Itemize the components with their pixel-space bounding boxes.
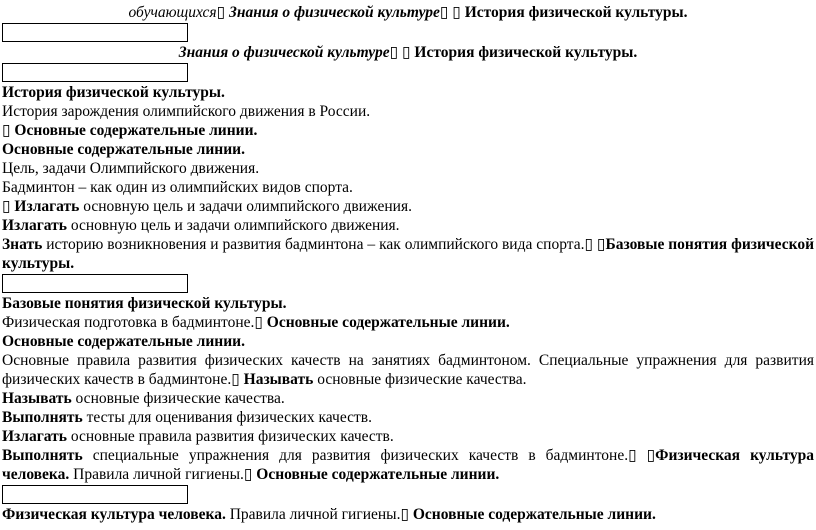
missing-glyph-box: ▯ [216, 4, 229, 21]
text-run: Физическая культура человека. [2, 447, 814, 483]
doc-line [2, 389, 814, 408]
missing-glyph-box: ▯ ▯ [439, 4, 465, 21]
doc-line [2, 505, 814, 524]
doc-line [2, 408, 814, 427]
text-run: Излагать [2, 428, 67, 445]
missing-glyph-box: ▯ [2, 122, 15, 139]
text-run: Знания о физической культуре [178, 44, 390, 61]
doc-line [2, 351, 814, 389]
text-run: Излагать [14, 198, 80, 215]
doc-line [2, 294, 814, 313]
missing-glyph-box: ▯ [2, 198, 15, 215]
text-run: Цель, задачи Олимпийского движения. [2, 160, 260, 177]
doc-line [2, 313, 814, 332]
text-run: Называть [243, 371, 314, 388]
text-run: основные физические качества. [71, 390, 285, 407]
doc-line [2, 332, 814, 351]
doc-line [2, 197, 814, 216]
doc-line-heading [2, 3, 814, 22]
text-run: Физическая подготовка в бадминтоне.▯ [2, 314, 267, 331]
text-run: основные физические качества. [313, 371, 527, 388]
text-run: Основные содержательные линии. [412, 506, 656, 523]
text-run: История физической культуры. [414, 44, 638, 61]
text-run: Основные содержательные линии. [2, 333, 245, 350]
doc-line [2, 235, 814, 273]
text-run: Базовые понятия физической культуры. [2, 236, 815, 272]
text-run: Основные содержательные линии. [266, 314, 510, 331]
text-run: историю возникновения и развития бадминтона – как олимпийского вида спорта.▯ ▯ [42, 236, 606, 253]
text-run: Бадминтон – как один из олимпийских видов спорта. [2, 179, 353, 196]
text-run: Основные содержательные линии. [14, 122, 258, 139]
empty-table-cell [2, 23, 188, 42]
doc-line [2, 427, 814, 446]
text-run: Физическая культура человека. [2, 506, 226, 523]
text-run: специальные упражнения для развития физических качеств в бадминтоне.▯ ▯ [82, 447, 656, 464]
doc-line-heading [2, 43, 814, 62]
empty-table-cell [2, 485, 188, 504]
doc-line [2, 446, 814, 484]
text-run: Знания о физической культуре [229, 4, 440, 21]
text-run: основную цель и задачи олимпийского движения. [66, 217, 400, 234]
text-run: тесты для оценивания физических качеств. [82, 409, 372, 426]
doc-line [2, 83, 814, 102]
doc-line [2, 159, 814, 178]
text-run: История зарождения олимпийского движения в России. [2, 103, 371, 120]
text-run: Выполнять [2, 447, 83, 464]
text-run: История физической культуры. [2, 84, 225, 101]
doc-line [2, 102, 814, 121]
empty-table-cell [2, 63, 188, 82]
text-run: Основные правила развития физических качеств на занятиях бадминтоном. Специальные упражнения для развития физических качеств в бадминтоне.▯ [2, 352, 814, 388]
text-run: обучающихся [128, 4, 217, 21]
text-run: Правила личной гигиены.▯ [225, 506, 413, 523]
doc-line [2, 216, 814, 235]
text-run: Основные содержательные линии. [2, 141, 245, 158]
text-run: Называть [2, 390, 72, 407]
text-run: Знать [2, 236, 43, 253]
text-run: Излагать [2, 217, 67, 234]
text-run: Базовые понятия физической культуры. [2, 295, 287, 312]
text-run: Выполнять [2, 409, 83, 426]
text-run: основную цель и задачи олимпийского движения. [79, 198, 412, 215]
text-run: основные правила развития физических качеств. [66, 428, 394, 445]
text-run: Правила личной гигиены.▯ [69, 466, 257, 483]
doc-line [2, 178, 814, 197]
text-run: Основные содержательные линии. [256, 466, 500, 483]
text-run: История физической культуры. [464, 4, 688, 21]
missing-glyph-box: ▯ ▯ [389, 44, 415, 61]
doc-line [2, 121, 814, 140]
doc-line [2, 140, 814, 159]
empty-table-cell [2, 274, 188, 293]
